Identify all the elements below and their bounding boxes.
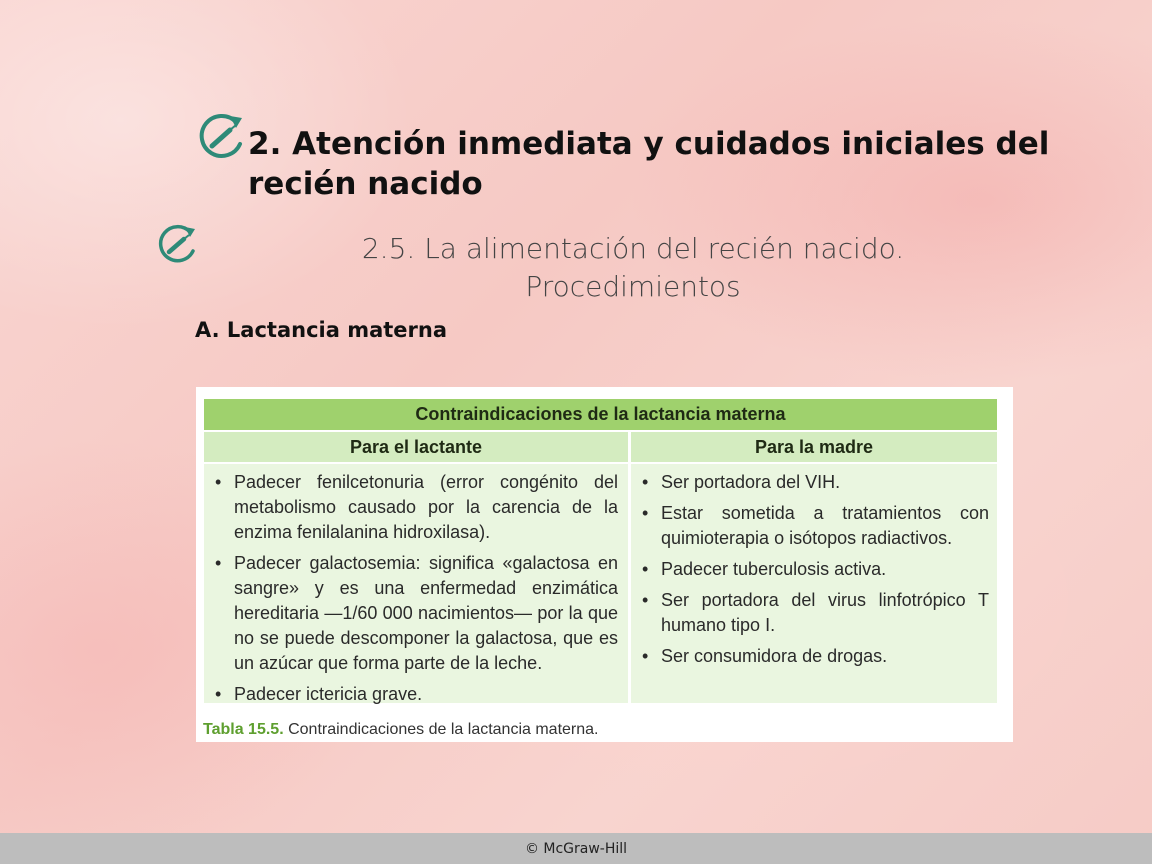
refresh-syringe-icon — [156, 222, 200, 266]
title-line-2: recién nacido — [248, 166, 483, 202]
column-header-mother: Para la madre — [631, 432, 997, 462]
copyright-text: © McGraw-Hill — [524, 840, 628, 857]
list-item: • Ser portadora del VIH. — [639, 470, 989, 495]
section-heading: A. Lactancia materna — [195, 318, 448, 342]
mother-contraindications — [631, 464, 997, 703]
subtitle-line-1: 2.5. La alimentación del recién nacido. — [361, 232, 905, 265]
list-item: • Padecer ictericia grave. — [212, 682, 618, 707]
list-item: • Estar sometida a tratamientos con quimioterapia o isótopos radiactivos. — [639, 501, 989, 551]
page-title — [248, 124, 1128, 204]
contraindications-table-figure — [196, 387, 1013, 742]
table-caption — [203, 721, 599, 739]
table-title: Contraindicaciones de la lactancia materna — [204, 399, 997, 430]
subtitle-line-2: Procedimientos — [525, 270, 741, 303]
list-item: • Ser consumidora de drogas. — [639, 644, 989, 669]
column-header-infant: Para el lactante — [204, 432, 628, 462]
footer-bar — [0, 833, 1152, 864]
caption-number: Tabla 15.5. — [203, 721, 284, 738]
list-item: • Padecer fenilcetonuria (error congénito del metabolismo causado por la carencia de la enzima fenilalanina hidroxilasa). — [212, 470, 618, 545]
title-line-1: 2. Atención inmediata y cuidados iniciales del — [248, 126, 1050, 162]
page-subtitle — [290, 230, 976, 306]
list-item: • Ser portadora del virus linfotrópico T humano tipo I. — [639, 588, 989, 638]
list-item: • Padecer tuberculosis activa. — [639, 557, 989, 582]
caption-text: Contraindicaciones de la lactancia materna. — [288, 721, 599, 738]
refresh-syringe-icon — [196, 110, 248, 162]
infant-contraindications — [204, 464, 628, 703]
list-item: • Padecer galactosemia: significa «galactosa en sangre» y es una enfermedad enzimática hereditaria —1/60 000 nacimientos— por la que no se puede descomponer la galactosa, que es un azúcar que forma parte de la leche. — [212, 551, 618, 676]
